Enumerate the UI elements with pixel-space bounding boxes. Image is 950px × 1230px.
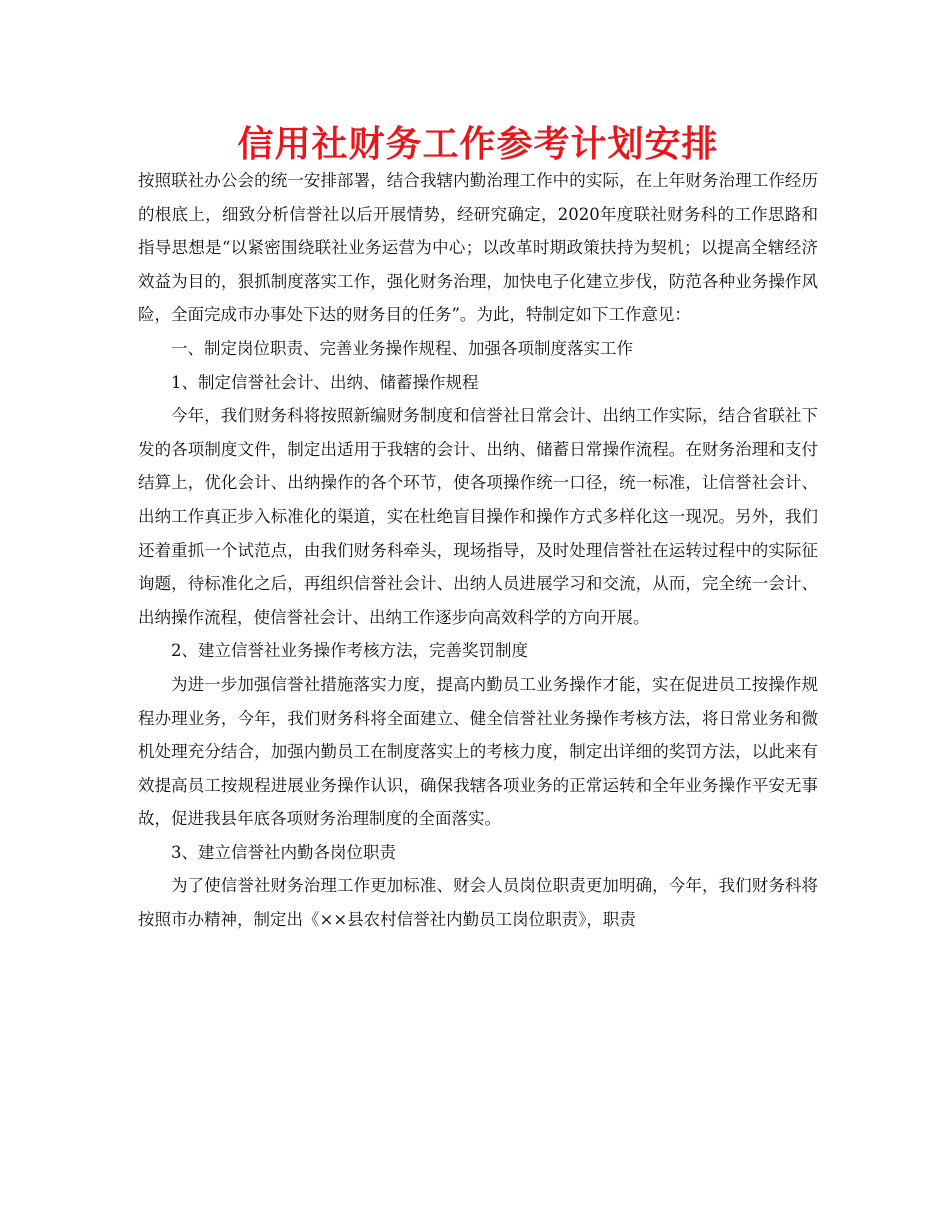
subheading-1: 1、制定信誉社会计、出纳、储蓄操作规程 [171, 372, 479, 392]
document-page [138, 118, 818, 937]
subheading-3: 3、建立信誉社内勤各岗位职责 [171, 842, 396, 862]
paragraph-2: 为进一步加强信誉社措施落实力度，提高内勤员工业务操作才能，实在促进员工按操作规程办理业务，今年，我们财务科将全面建立、健全信誉社业务操作考核方法，将日常业务和微机处理充分结合，加强内勤员工在制度落实上的考核力度，制定出详细的奖罚方法，以此来有效提高员工按规程进展业务操作认识，确保我辖各项业务的正常运转和全年业务操作平安无事故，促进我县年底各项财务治理制度的全面落实。 [138, 674, 818, 829]
paragraph-intro: 按照联社办公会的统一安排部署，结合我辖内勤治理工作中的实际，在上年财务治理工作经历的根底上，细致分析信誉社以后开展情势，经研究确定，2020年度联社财务科的工作思路和指导思想是“以紧密围绕联社业务运营为中心；以改革时期政策扶持为契机；以提高全辖经济效益为目的，狠抓制度落实工作，强化财务治理，加快电子化建立步伐，防范各种业务操作风险，全面完成市办事处下达的财务目的任务”。为此，特制定如下工作意见： [138, 171, 818, 325]
paragraph-3: 为了使信誉社财务治理工作更加标准、财会人员岗位职责更加明确，今年，我们财务科将按照市办精神，制定出《××县农村信誉社内勤员工岗位职责》，职责 [138, 876, 818, 930]
document-title: 信用社财务工作参考计划安排 [237, 123, 719, 165]
subheading-2: 2、建立信誉社业务操作考核方法，完善奖罚制度 [171, 641, 528, 661]
section-heading-1: 一、制定岗位职责、完善业务操作规程、加强各项制度落实工作 [171, 338, 633, 358]
paragraph-1: 今年，我们财务科将按照新编财务制度和信誉社日常会计、出纳工作实际，结合省联社下发的各项制度文件，制定出适用于我辖的会计、出纳、储蓄日常操作流程。在财务治理和支付结算上，优化会计、出纳操作的各个环节，使各项操作统一口径，统一标准，让信誉社会计、出纳工作真正步入标准化的渠道，实在杜绝盲目操作和操作方式多样化这一现况。另外，我们还着重抓一个试范点，由我们财务科牵头，现场指导，及时处理信誉社在运转过程中的实际征询题，待标准化之后，再组织信誉社会计、出纳人员进展学习和交流，从而，完全统一会计、出纳操作流程，使信誉社会计、出纳工作逐步向高效科学的方向开展。 [138, 406, 818, 627]
